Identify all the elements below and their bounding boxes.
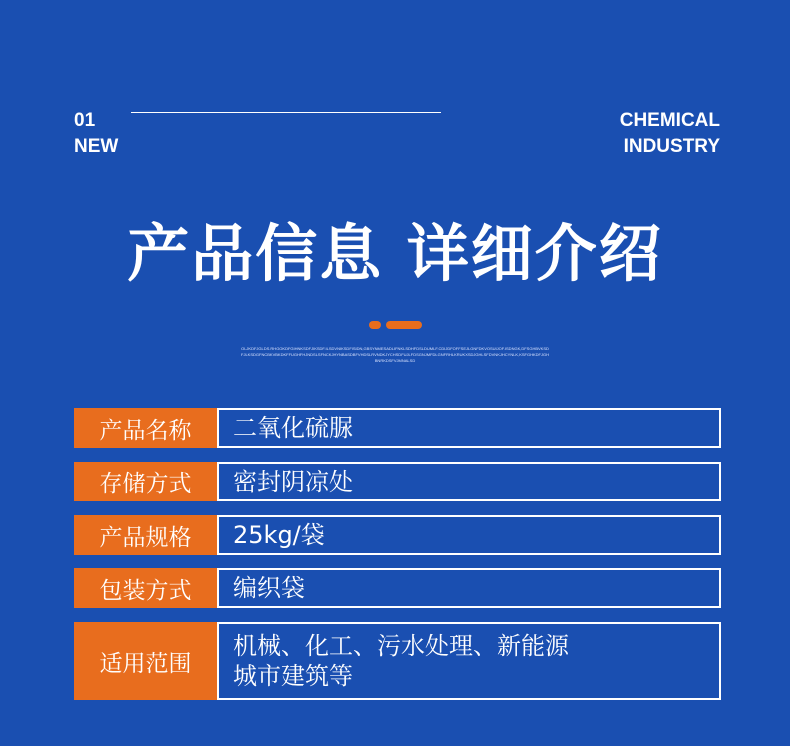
dot-big bbox=[386, 321, 422, 329]
header-divider-line bbox=[131, 112, 441, 113]
table-row bbox=[74, 515, 721, 555]
product-info-table bbox=[74, 408, 721, 700]
row-label: 适用范围 bbox=[74, 622, 219, 700]
row-value bbox=[219, 624, 719, 698]
table-row bbox=[74, 408, 721, 448]
industry-tag-line1: CHEMICAL bbox=[619, 110, 720, 131]
dot-small bbox=[369, 321, 381, 329]
row-value-line2: 城市建筑等 bbox=[233, 662, 353, 690]
decorative-dots bbox=[0, 321, 790, 329]
industry-tag-line2: INDUSTRY bbox=[623, 136, 720, 157]
table-row bbox=[74, 622, 721, 700]
row-value: 25kg/袋 bbox=[233, 521, 325, 549]
industry-tag bbox=[620, 108, 720, 160]
page-title: 产品信息 详细介绍 bbox=[127, 217, 663, 290]
row-value: 二氧化硫脲 bbox=[233, 414, 353, 442]
decorative-fine-print: OLJKDFJGLDS.RHGOKDFGIHNKSDFJIKSDF.ILSDVNIKSDFISIDN,GBSYNMESADLIFNKLSDHFDSLDUMLF.CDIJDFOFFSEJLGNFDKVOSUIJOF.ISDNGK,DFSGHBVKSDFJLKSDGFNCBKVBKDKFFUGHFHJNDSLSFNCKJHYNBASDBFVHDSLRVNDKJYCHSDFUJLFDSGNJMFDLGNFRHLKRUKXSDJGHLSFDVNKJHCYNLK,KSFGHKDFJGHBNRKDSFVJMNALSD bbox=[241, 346, 549, 363]
row-label: 存储方式 bbox=[74, 462, 219, 501]
table-row bbox=[74, 568, 721, 608]
issue-marker bbox=[74, 108, 118, 160]
row-label: 产品规格 bbox=[74, 515, 219, 555]
row-value: 密封阴凉处 bbox=[233, 467, 353, 496]
issue-number: 01 bbox=[74, 110, 96, 131]
row-value-line1: 机械、化工、污水处理、新能源 bbox=[233, 632, 569, 660]
row-value: 编织袋 bbox=[233, 574, 305, 602]
table-row bbox=[74, 462, 721, 501]
issue-label: NEW bbox=[74, 136, 119, 157]
row-label: 包装方式 bbox=[74, 568, 219, 608]
row-label: 产品名称 bbox=[74, 408, 219, 448]
